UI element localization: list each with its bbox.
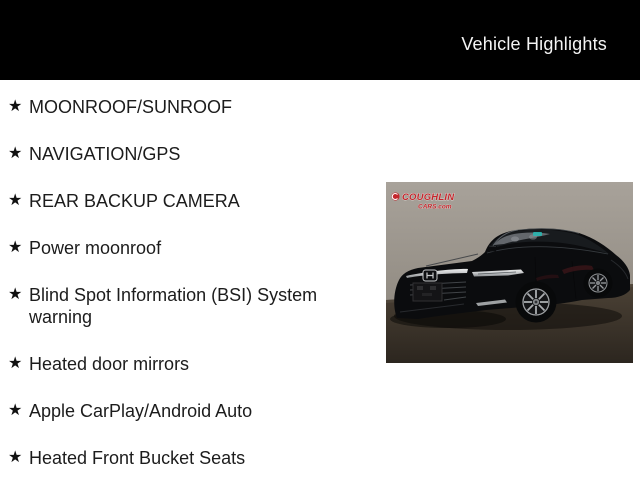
header-bar	[0, 0, 640, 80]
item-label: Heated Front Bucket Seats	[29, 448, 246, 468]
star-icon: ★	[8, 402, 23, 419]
vehicle-photo	[386, 182, 633, 363]
list-item	[8, 353, 339, 375]
star-icon: ★	[8, 286, 23, 303]
item-label: Apple CarPlay/Android Auto	[29, 401, 253, 421]
highlights-list	[0, 96, 339, 494]
front-wheel	[516, 282, 557, 323]
item-label: NAVIGATION/GPS	[29, 144, 181, 164]
list-item	[8, 190, 339, 212]
star-icon: ★	[8, 355, 23, 372]
item-label: Heated door mirrors	[29, 354, 190, 374]
list-item	[8, 143, 339, 165]
list-item	[8, 237, 339, 259]
list-item	[8, 400, 339, 422]
windshield-sticker	[533, 232, 542, 236]
honda-emblem-icon	[423, 270, 437, 281]
star-icon: ★	[8, 192, 23, 209]
list-item	[8, 284, 339, 328]
star-icon: ★	[8, 98, 23, 115]
list-item	[8, 96, 339, 118]
star-icon: ★	[8, 239, 23, 256]
star-icon: ★	[8, 449, 23, 466]
item-label: MOONROOF/SUNROOF	[29, 97, 232, 117]
item-label: Blind Spot Information (BSI) System warning	[29, 285, 318, 327]
dealer-logo-line2: CARS.com	[418, 203, 452, 211]
item-label: Power moonroof	[29, 238, 162, 258]
license-plate-mount	[413, 283, 442, 301]
dealer-logo-line1: COUGHLIN	[402, 192, 455, 203]
page-title: Vehicle Highlights	[461, 33, 607, 54]
list-item	[8, 447, 339, 469]
item-label: REAR BACKUP CAMERA	[29, 191, 240, 211]
rear-wheel	[584, 269, 613, 298]
star-icon: ★	[8, 145, 23, 162]
car-illustration	[386, 182, 633, 363]
